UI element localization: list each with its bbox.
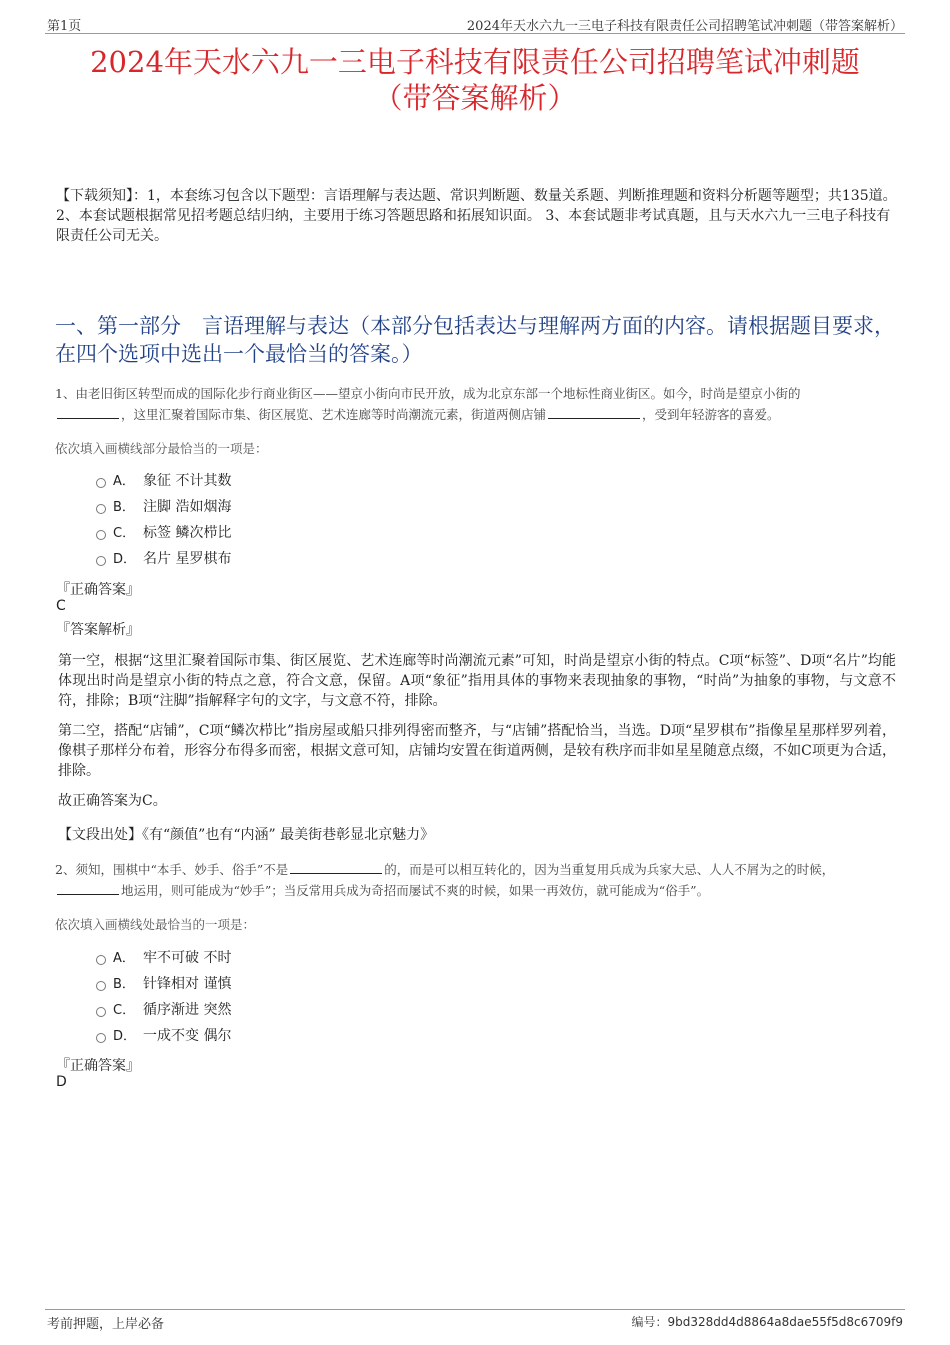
q1-option-d[interactable]: D． 名片 星罗棋布 (96, 549, 231, 569)
title-line-1: 2024年天水六九一三电子科技有限责任公司招聘笔试冲刺题 (90, 45, 860, 79)
q2-text-a: 2、须知，围棋中“本手、妙手、俗手”不是 (55, 862, 289, 877)
q1-analysis-label: 『答案解析』 (56, 622, 140, 638)
q2-text-c: 地运用，则可能成为“妙手”；当反常用兵成为奇招而屡试不爽的时候，如果一再效仿，就可能成为“俗手”。 (121, 883, 710, 898)
page-title (40, 44, 910, 116)
q1-source: 【文段出处】《有“颜值”也有“内涵” 最美街巷彰显北京魅力》 (58, 827, 435, 843)
question-1-text (55, 383, 903, 425)
q1-option-a[interactable]: A． 象征 不计其数 (96, 471, 231, 491)
q1-blank-1 (57, 405, 119, 419)
question-2-text (55, 859, 903, 901)
radio-icon[interactable] (96, 1007, 106, 1017)
q1-text-a: 1、由老旧街区转型而成的国际化步行商业街区——望京小街向市民开放，成为北京东部一个地标性商业街区。如今，时尚是望京小街的 (55, 386, 801, 401)
q2-option-d[interactable]: D． 一成不变 偶尔 (96, 1026, 231, 1046)
q1-text-c: ，受到年轻游客的喜爱。 (642, 407, 780, 422)
q2-answer-label: 『正确答案』 (56, 1058, 140, 1074)
q2-answer: D (56, 1074, 67, 1090)
radio-icon[interactable] (96, 955, 106, 965)
q2-blank-2 (57, 881, 119, 895)
title-line-2: （带答案解析） (373, 81, 577, 115)
radio-icon[interactable] (96, 1033, 106, 1043)
section-heading: 一、第一部分 言语理解与表达（本部分包括表达与理解两方面的内容。请根据题目要求，在四个选项中选出一个最恰当的答案。） (55, 314, 895, 366)
q1-option-b[interactable]: B． 注脚 浩如烟海 (96, 497, 231, 517)
footer-divider (45, 1309, 905, 1310)
radio-icon[interactable] (96, 981, 106, 991)
download-notice: 【下载须知】：1，本套练习包含以下题型：言语理解与表达题、常识判断题、数量关系题、判断推理题和资料分析题等题型；共135道。 2、本套试题根据常见招考题总结归纳，主要用于练习答题思路和拓展知识面。 3、本套试题非考试真题，且与天水六九一三电子科技有限责任公司无关。 (56, 188, 897, 244)
radio-icon[interactable] (96, 556, 106, 566)
q1-prompt: 依次填入画横线部分最恰当的一项是： (55, 441, 268, 456)
q1-answer: C (56, 598, 66, 614)
q1-option-c[interactable]: C． 标签 鳞次栉比 (96, 523, 231, 543)
radio-icon[interactable] (96, 478, 106, 488)
radio-icon[interactable] (96, 530, 106, 540)
q1-blank-2 (548, 405, 640, 419)
q2-option-b[interactable]: B． 针锋相对 谨慎 (96, 974, 231, 994)
q2-option-c[interactable]: C． 循序渐进 突然 (96, 1000, 231, 1020)
q2-prompt: 依次填入画横线处最恰当的一项是： (55, 917, 256, 932)
q1-conclusion: 故正确答案为C。 (58, 793, 167, 809)
footer-slogan: 考前押题，上岸必备 (47, 1317, 165, 1332)
header-divider (45, 33, 905, 34)
page-number: 第1页 (47, 19, 82, 34)
q2-option-a[interactable]: A． 牢不可破 不时 (96, 948, 231, 968)
q1-text-b: ，这里汇聚着国际市集、街区展览、艺术连廊等时尚潮流元素，街道两侧店铺 (121, 407, 547, 422)
radio-icon[interactable] (96, 504, 106, 514)
running-title: 2024年天水六九一三电子科技有限责任公司招聘笔试冲刺题（带答案解析） (466, 19, 903, 34)
q1-analysis-paragraph-2: 第二空，搭配“店铺”，C项“鳞次栉比”指房屋或船只排列得密而整齐，与“店铺”搭配恰当，当选。D项“星罗棋布”指像星星那样罗列着，像棋子那样分布着，形容分布得多而密，根据文意可知，店铺均安置在街道两侧，是较有秩序而非如星星随意点缀，不如C项更为合适，排除。 (58, 723, 896, 779)
q1-answer-label: 『正确答案』 (56, 582, 140, 598)
q2-text-b: 的，而是可以相互转化的，因为当重复用兵成为兵家大忌、人人不屑为之的时候， (384, 862, 835, 877)
q1-analysis-paragraph-1: 第一空，根据“这里汇聚着国际市集、街区展览、艺术连廊等时尚潮流元素”可知，时尚是望京小街的特点。C项“标签”、D项“名片”均能体现出时尚是望京小街的特点之意，符合文意，保留。A项“象征”指用具体的事物来表现抽象的事物，“时尚”为抽象的事物，与文意不符，排除；B项“注脚”指解释字句的文字，与文意不符，排除。 (58, 653, 896, 709)
q2-blank-1 (290, 860, 382, 874)
document-id: 编号：9bd328dd4d8864a8dae55f5d8c6709f9 (631, 1315, 903, 1329)
